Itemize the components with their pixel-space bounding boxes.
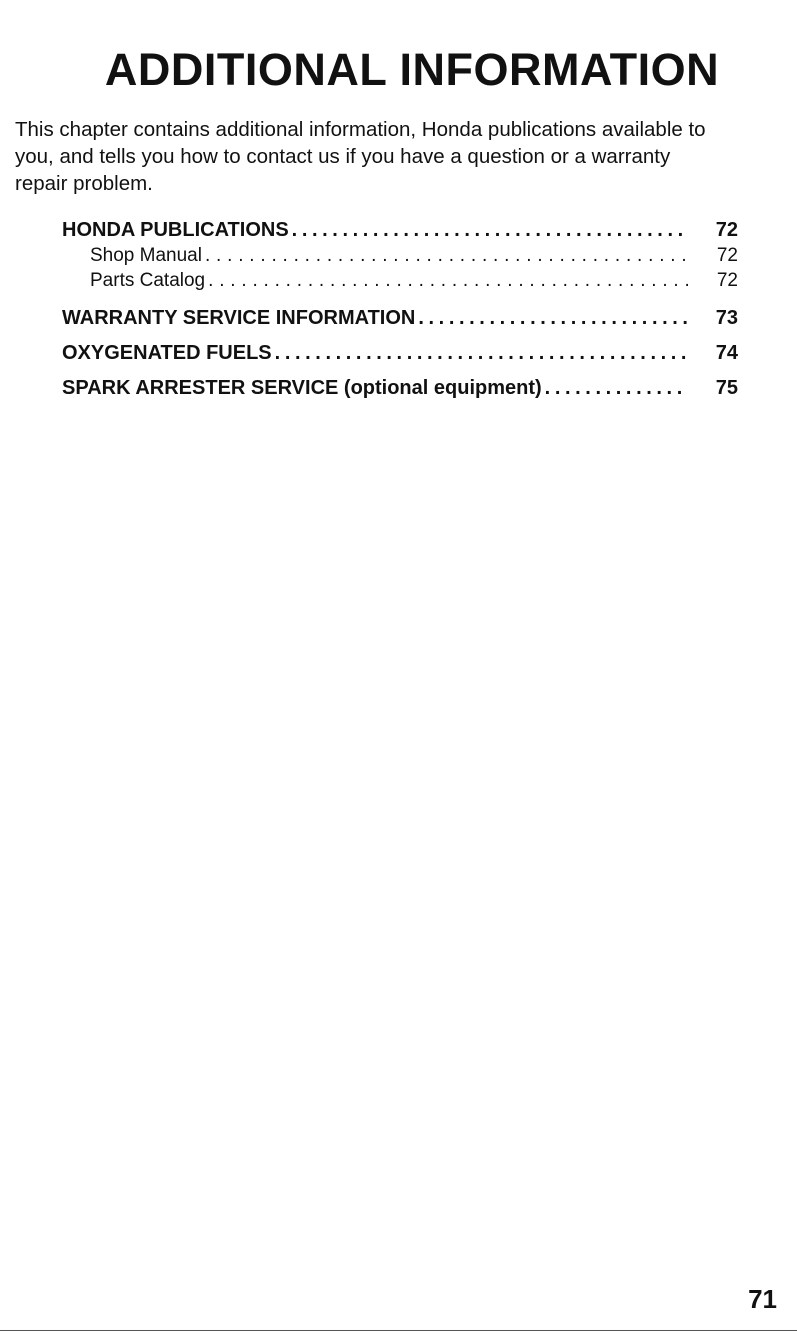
- toc-entry-label: WARRANTY SERVICE INFORMATION: [62, 307, 416, 329]
- toc-entry-page: 74: [715, 342, 738, 364]
- toc-entry-page: 72: [716, 270, 738, 291]
- toc-dot-leader: [542, 377, 688, 400]
- toc-dot-leader: [202, 245, 688, 267]
- table-of-contents: [62, 219, 738, 403]
- page-title: ADDITIONAL INFORMATION: [104, 44, 720, 95]
- toc-entry-label: SPARK ARRESTER SERVICE (optional equipment): [62, 377, 542, 399]
- toc-entry-oxygenated-fuels[interactable]: [62, 342, 738, 368]
- toc-entry-page: 72: [716, 245, 738, 266]
- toc-entry-label: HONDA PUBLICATIONS: [62, 219, 289, 241]
- toc-dot-leader: [415, 307, 688, 330]
- toc-entry-label: OXYGENATED FUELS: [62, 342, 272, 364]
- intro-paragraph: This chapter contains additional information, Honda publications available to you, and tells you how to contact us if you have a question or a warranty repair problem.: [15, 118, 706, 195]
- toc-dot-leader: [272, 342, 688, 365]
- toc-entry-page: 75: [715, 377, 738, 399]
- page-number: 71: [748, 1284, 777, 1314]
- toc-entry-parts-catalog[interactable]: [62, 270, 738, 295]
- toc-entry-warranty-service[interactable]: [62, 307, 738, 333]
- toc-entry-spark-arrester[interactable]: [62, 377, 738, 403]
- toc-entry-honda-publications[interactable]: [62, 219, 738, 245]
- toc-entry-page: 73: [715, 307, 738, 329]
- toc-dot-leader: [205, 270, 688, 292]
- toc-entry-label: Shop Manual: [90, 245, 202, 266]
- toc-dot-leader: [289, 219, 688, 242]
- toc-entry-shop-manual[interactable]: [62, 245, 738, 270]
- bottom-rule: [0, 1330, 797, 1331]
- toc-entry-page: 72: [715, 219, 738, 241]
- toc-entry-label: Parts Catalog: [90, 270, 206, 291]
